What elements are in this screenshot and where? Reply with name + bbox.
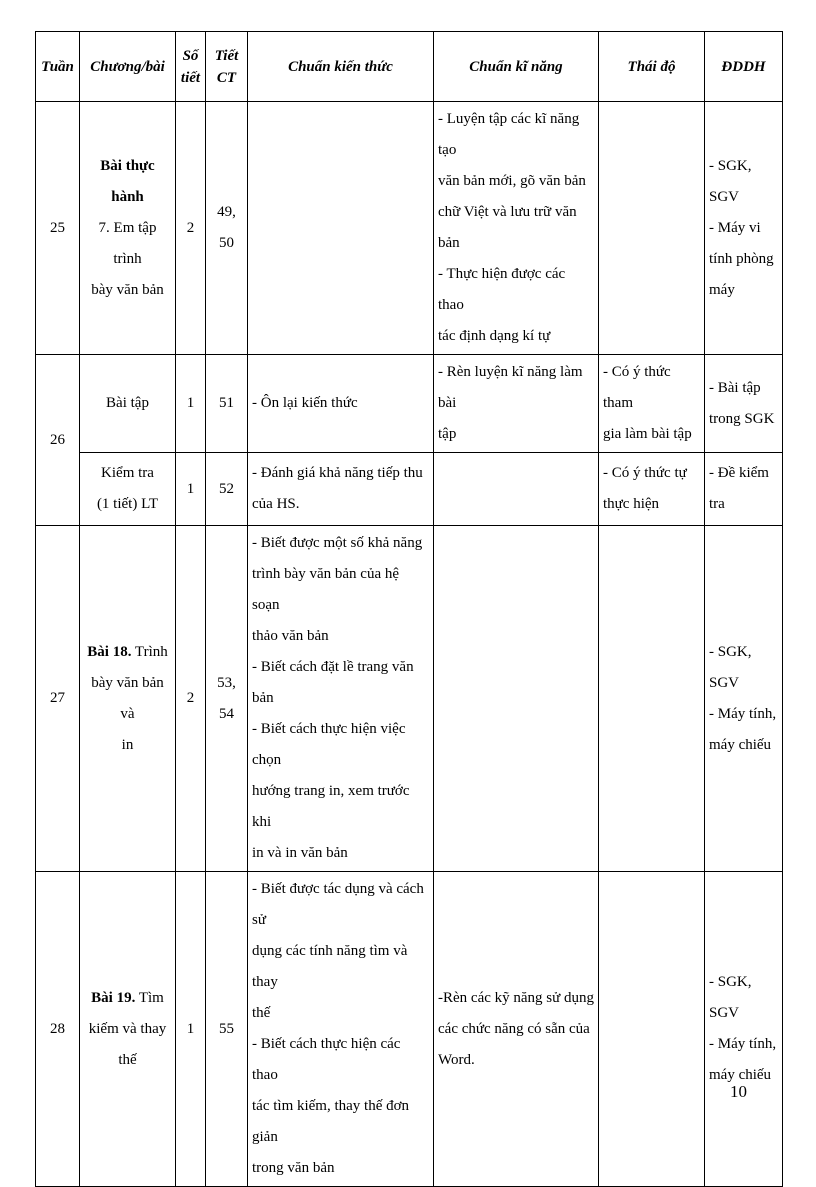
header-chuan-ki-nang: Chuẩn kĩ năng: [434, 32, 599, 102]
lesson-title-bold: Bài thực hành: [100, 157, 155, 205]
table-row: [36, 453, 783, 526]
cell-so-tiet: 1: [176, 453, 206, 526]
table-row: [36, 526, 783, 872]
cell-thai-do: [599, 872, 705, 1187]
cell-tiet-ct: 52: [206, 453, 248, 526]
cell-thai-do: [599, 102, 705, 355]
header-tiet-ct: Tiết CT: [206, 32, 248, 102]
cell-chuong-bai: [80, 526, 176, 872]
cell-ki-nang: - Rèn luyện kĩ năng làm bài tập: [434, 355, 599, 453]
cell-kien-thuc: - Biết được tác dụng và cách sử dụng các tính năng tìm và thay thế - Biết cách thực hiện các thao tác tìm kiếm, thay thế đơn giản trong văn bản: [248, 872, 434, 1187]
header-so-tiet: Số tiết: [176, 32, 206, 102]
cell-ki-nang: [434, 453, 599, 526]
cell-tiet-ct: 53, 54: [206, 526, 248, 872]
cell-chuong-bai: [80, 102, 176, 355]
lesson-title-bold: Bài 18.: [87, 643, 132, 660]
cell-chuong-bai: [80, 872, 176, 1187]
header-chuong-bai: Chương/bài: [80, 32, 176, 102]
cell-kien-thuc: - Ôn lại kiến thức: [248, 355, 434, 453]
header-tuan: Tuần: [36, 32, 80, 102]
header-chuan-kien-thuc: Chuẩn kiến thức: [248, 32, 434, 102]
header-dddh: ĐDDH: [705, 32, 783, 102]
page-number: 10: [730, 1082, 747, 1101]
cell-tiet-ct: 51: [206, 355, 248, 453]
cell-so-tiet: 1: [176, 355, 206, 453]
lesson-title-rest: Trình bày văn bản và in: [91, 643, 168, 753]
cell-chuong-bai: Kiểm tra (1 tiết) LT: [80, 453, 176, 526]
cell-thai-do: - Có ý thức tự thực hiện: [599, 453, 705, 526]
cell-ki-nang: [434, 526, 599, 872]
cell-so-tiet: 1: [176, 872, 206, 1187]
cell-kien-thuc: - Đánh giá khả năng tiếp thu của HS.: [248, 453, 434, 526]
header-thai-do: Thái độ: [599, 32, 705, 102]
cell-thai-do: - Có ý thức tham gia làm bài tập: [599, 355, 705, 453]
table-row: [36, 872, 783, 1187]
table-row: [36, 355, 783, 453]
lesson-title-rest: Tìm kiếm và thay thế: [88, 989, 167, 1068]
cell-tuan: 27: [36, 526, 80, 872]
cell-dddh: - SGK, SGV - Máy vi tính phòng máy: [705, 102, 783, 355]
cell-tuan: 25: [36, 102, 80, 355]
header-row: [36, 32, 783, 102]
cell-kien-thuc: - Biết được một số khả năng trình bày văn bản của hệ soạn thảo văn bản - Biết cách đặt lề trang văn bản - Biết cách thực hiện việc chọn hướng trang in, xem trước khi in và in văn bản: [248, 526, 434, 872]
lesson-title-rest: 7. Em tập trình bày văn bản: [91, 219, 164, 298]
cell-so-tiet: 2: [176, 526, 206, 872]
lesson-title-bold: Bài 19.: [91, 989, 136, 1006]
cell-dddh: - SGK, SGV - Máy tính, máy chiếu: [705, 526, 783, 872]
cell-chuong-bai: Bài tập: [80, 355, 176, 453]
cell-tiet-ct: 55: [206, 872, 248, 1187]
cell-ki-nang: - Luyện tập các kĩ năng tạo văn bản mới, gõ văn bản chữ Việt và lưu trữ văn bản - Thực hiện được các thao tác định dạng kí tự: [434, 102, 599, 355]
cell-kien-thuc: [248, 102, 434, 355]
cell-dddh: - Đề kiểm tra: [705, 453, 783, 526]
cell-thai-do: [599, 526, 705, 872]
cell-ki-nang: -Rèn các kỹ năng sử dụng các chức năng có sẵn của Word.: [434, 872, 599, 1187]
cell-tiet-ct: 49, 50: [206, 102, 248, 355]
table-row: [36, 102, 783, 355]
cell-dddh: - SGK, SGV - Máy tính, máy chiếu: [705, 872, 783, 1187]
cell-dddh: - Bài tập trong SGK: [705, 355, 783, 453]
cell-so-tiet: 2: [176, 102, 206, 355]
cell-tuan: 26: [36, 355, 80, 526]
lesson-plan-table: [35, 31, 783, 1187]
cell-tuan: 28: [36, 872, 80, 1187]
